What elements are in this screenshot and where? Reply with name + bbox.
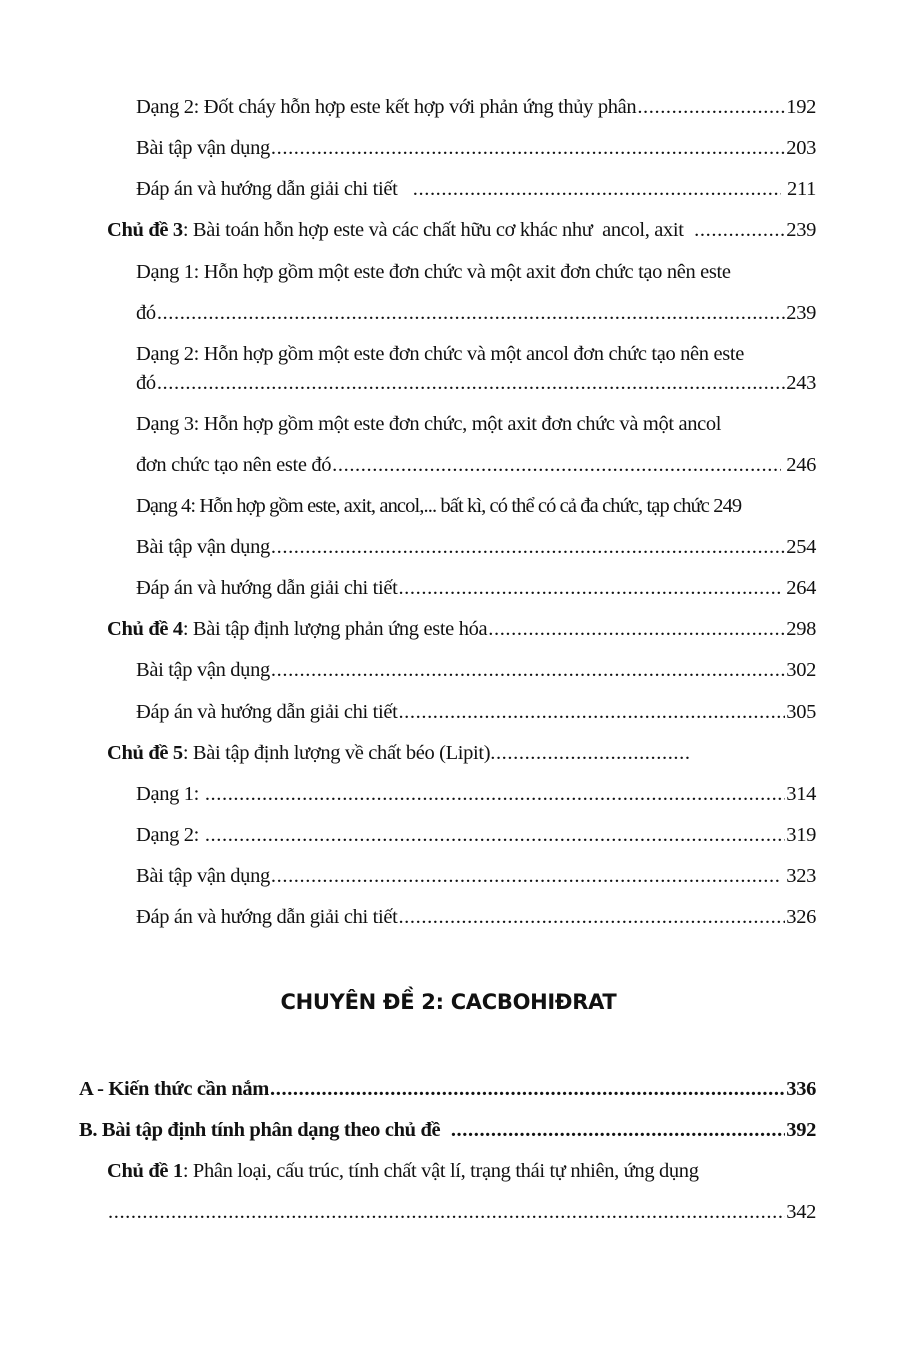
toc-entry[interactable] — [136, 904, 816, 930]
toc-entry[interactable] — [136, 411, 721, 437]
toc-entry[interactable] — [136, 493, 741, 519]
page-number: 314 — [786, 783, 816, 805]
toc-entry[interactable] — [136, 259, 731, 285]
page-number: 336 — [786, 1078, 816, 1100]
toc-entry[interactable] — [79, 1076, 816, 1102]
toc-entry[interactable] — [136, 781, 816, 807]
entry-text: Dạng 2: Đốt cháy hỗn hợp este kết hợp với phản ứng thủy phân — [136, 96, 637, 118]
entry-text: : Bài toán hỗn hợp este và các chất hữu cơ khác như ancol, axit — [182, 219, 694, 241]
toc-entry[interactable] — [136, 575, 816, 601]
entry-text: Dạng 2: Hỗn hợp gồm một este đơn chức và một ancol đơn chức tạo nên este — [136, 343, 744, 365]
page-number: 203 — [786, 137, 816, 159]
toc-entry[interactable] — [107, 616, 816, 642]
toc-entry[interactable] — [136, 370, 816, 396]
entry-text: Đáp án và hướng dẫn giải chi tiết — [136, 701, 398, 723]
toc-entry[interactable] — [136, 699, 816, 725]
dot-leader — [271, 657, 785, 683]
page-number: 239 — [786, 219, 816, 241]
page-number: 392 — [786, 1119, 816, 1141]
dot-leader — [694, 217, 785, 243]
toc-entry[interactable] — [107, 740, 690, 766]
dot-leader — [157, 300, 785, 326]
entry-text: : Bài tập định lượng về chất béo (Lipit) — [182, 742, 491, 764]
toc-entry[interactable] — [136, 135, 816, 161]
toc-entry[interactable] — [79, 1117, 816, 1143]
entry-text: : Phân loại, cấu trúc, tính chất vật lí, trạng thái tự nhiên, ứng dụng — [182, 1160, 699, 1182]
entry-text: Bài tập vận dụng — [136, 865, 270, 887]
dot-leader — [205, 822, 785, 848]
dot-leader — [332, 452, 780, 478]
dot-leader — [398, 699, 785, 725]
dot-leader — [398, 904, 785, 930]
dot-leader — [205, 781, 785, 807]
dot-leader — [490, 740, 690, 766]
entry-text: Bài tập vận dụng — [136, 137, 270, 159]
dot-leader — [108, 1199, 785, 1225]
entry-label: B. Bài tập định tính phân dạng theo chủ đề — [79, 1119, 450, 1141]
page-number: 239 — [786, 302, 816, 324]
page-number: 264 — [781, 577, 816, 599]
toc-entry[interactable] — [136, 657, 816, 683]
entry-text: đơn chức tạo nên este đó — [136, 454, 332, 476]
entry-text: Dạng 3: Hỗn hợp gồm một este đơn chức, một axit đơn chức và một ancol — [136, 413, 722, 435]
toc-entry[interactable] — [107, 217, 816, 243]
toc-entry[interactable] — [136, 176, 816, 202]
entry-text: đó — [136, 372, 156, 394]
page-number: 192 — [786, 96, 816, 118]
page-number: 342 — [786, 1201, 816, 1223]
entry-text: đó — [136, 302, 156, 324]
entry-text: Dạng 1: Hỗn hợp gồm một este đơn chức và một axit đơn chức tạo nên este — [136, 261, 731, 283]
page-number: 323 — [781, 865, 816, 887]
dot-leader — [451, 1117, 785, 1143]
entry-text: Đáp án và hướng dẫn giải chi tiết — [136, 178, 412, 200]
entry-text: Dạng 2: — [136, 824, 204, 846]
entry-text: : Bài tập định lượng phản ứng este hóa — [182, 618, 488, 640]
entry-text: Đáp án và hướng dẫn giải chi tiết — [136, 906, 398, 928]
page-number: 298 — [786, 618, 816, 640]
entry-text: Dạng 4: Hỗn hợp gồm este, axit, ancol,... bất kì, có thể có cả đa chức, tạp chức 249 — [136, 495, 742, 517]
entry-text: Bài tập vận dụng — [136, 659, 270, 681]
section-title: CHUYÊN ĐỀ 2: CACBOHIĐRAT — [280, 990, 617, 1014]
toc-entry[interactable] — [107, 1158, 699, 1184]
dot-leader — [637, 94, 785, 120]
entry-text: Đáp án và hướng dẫn giải chi tiết — [136, 577, 398, 599]
page-number: 319 — [786, 824, 816, 846]
dot-leader — [398, 575, 780, 601]
entry-text: Bài tập vận dụng — [136, 536, 270, 558]
toc-entry[interactable] — [136, 94, 816, 120]
page-number: 254 — [786, 536, 816, 558]
entry-label: A - Kiến thức cần nắm — [79, 1078, 270, 1100]
toc-entry[interactable] — [107, 1199, 816, 1225]
entry-text: Dạng 1: — [136, 783, 204, 805]
dot-leader — [271, 863, 781, 889]
page-number: 246 — [781, 454, 816, 476]
dot-leader — [413, 176, 782, 202]
page-number: 305 — [786, 701, 816, 723]
page-number: 243 — [786, 372, 816, 394]
dot-leader — [270, 1076, 785, 1102]
page-number: 302 — [786, 659, 816, 681]
dot-leader — [488, 616, 785, 642]
dot-leader — [271, 534, 785, 560]
toc-entry[interactable] — [136, 452, 816, 478]
dot-leader — [271, 135, 785, 161]
page-number: 326 — [786, 906, 816, 928]
entry-label: Chủ đề 3 — [107, 219, 183, 241]
toc-entry[interactable] — [136, 534, 816, 560]
toc-entry[interactable] — [136, 863, 816, 889]
toc-entry[interactable] — [136, 341, 744, 367]
entry-label: Chủ đề 1 — [107, 1160, 183, 1182]
entry-label: Chủ đề 4 — [107, 618, 183, 640]
toc-entry[interactable] — [136, 300, 816, 326]
entry-label: Chủ đề 5 — [107, 742, 183, 764]
page-number: 211 — [782, 178, 816, 200]
dot-leader — [157, 370, 785, 396]
toc-entry[interactable] — [136, 822, 816, 848]
